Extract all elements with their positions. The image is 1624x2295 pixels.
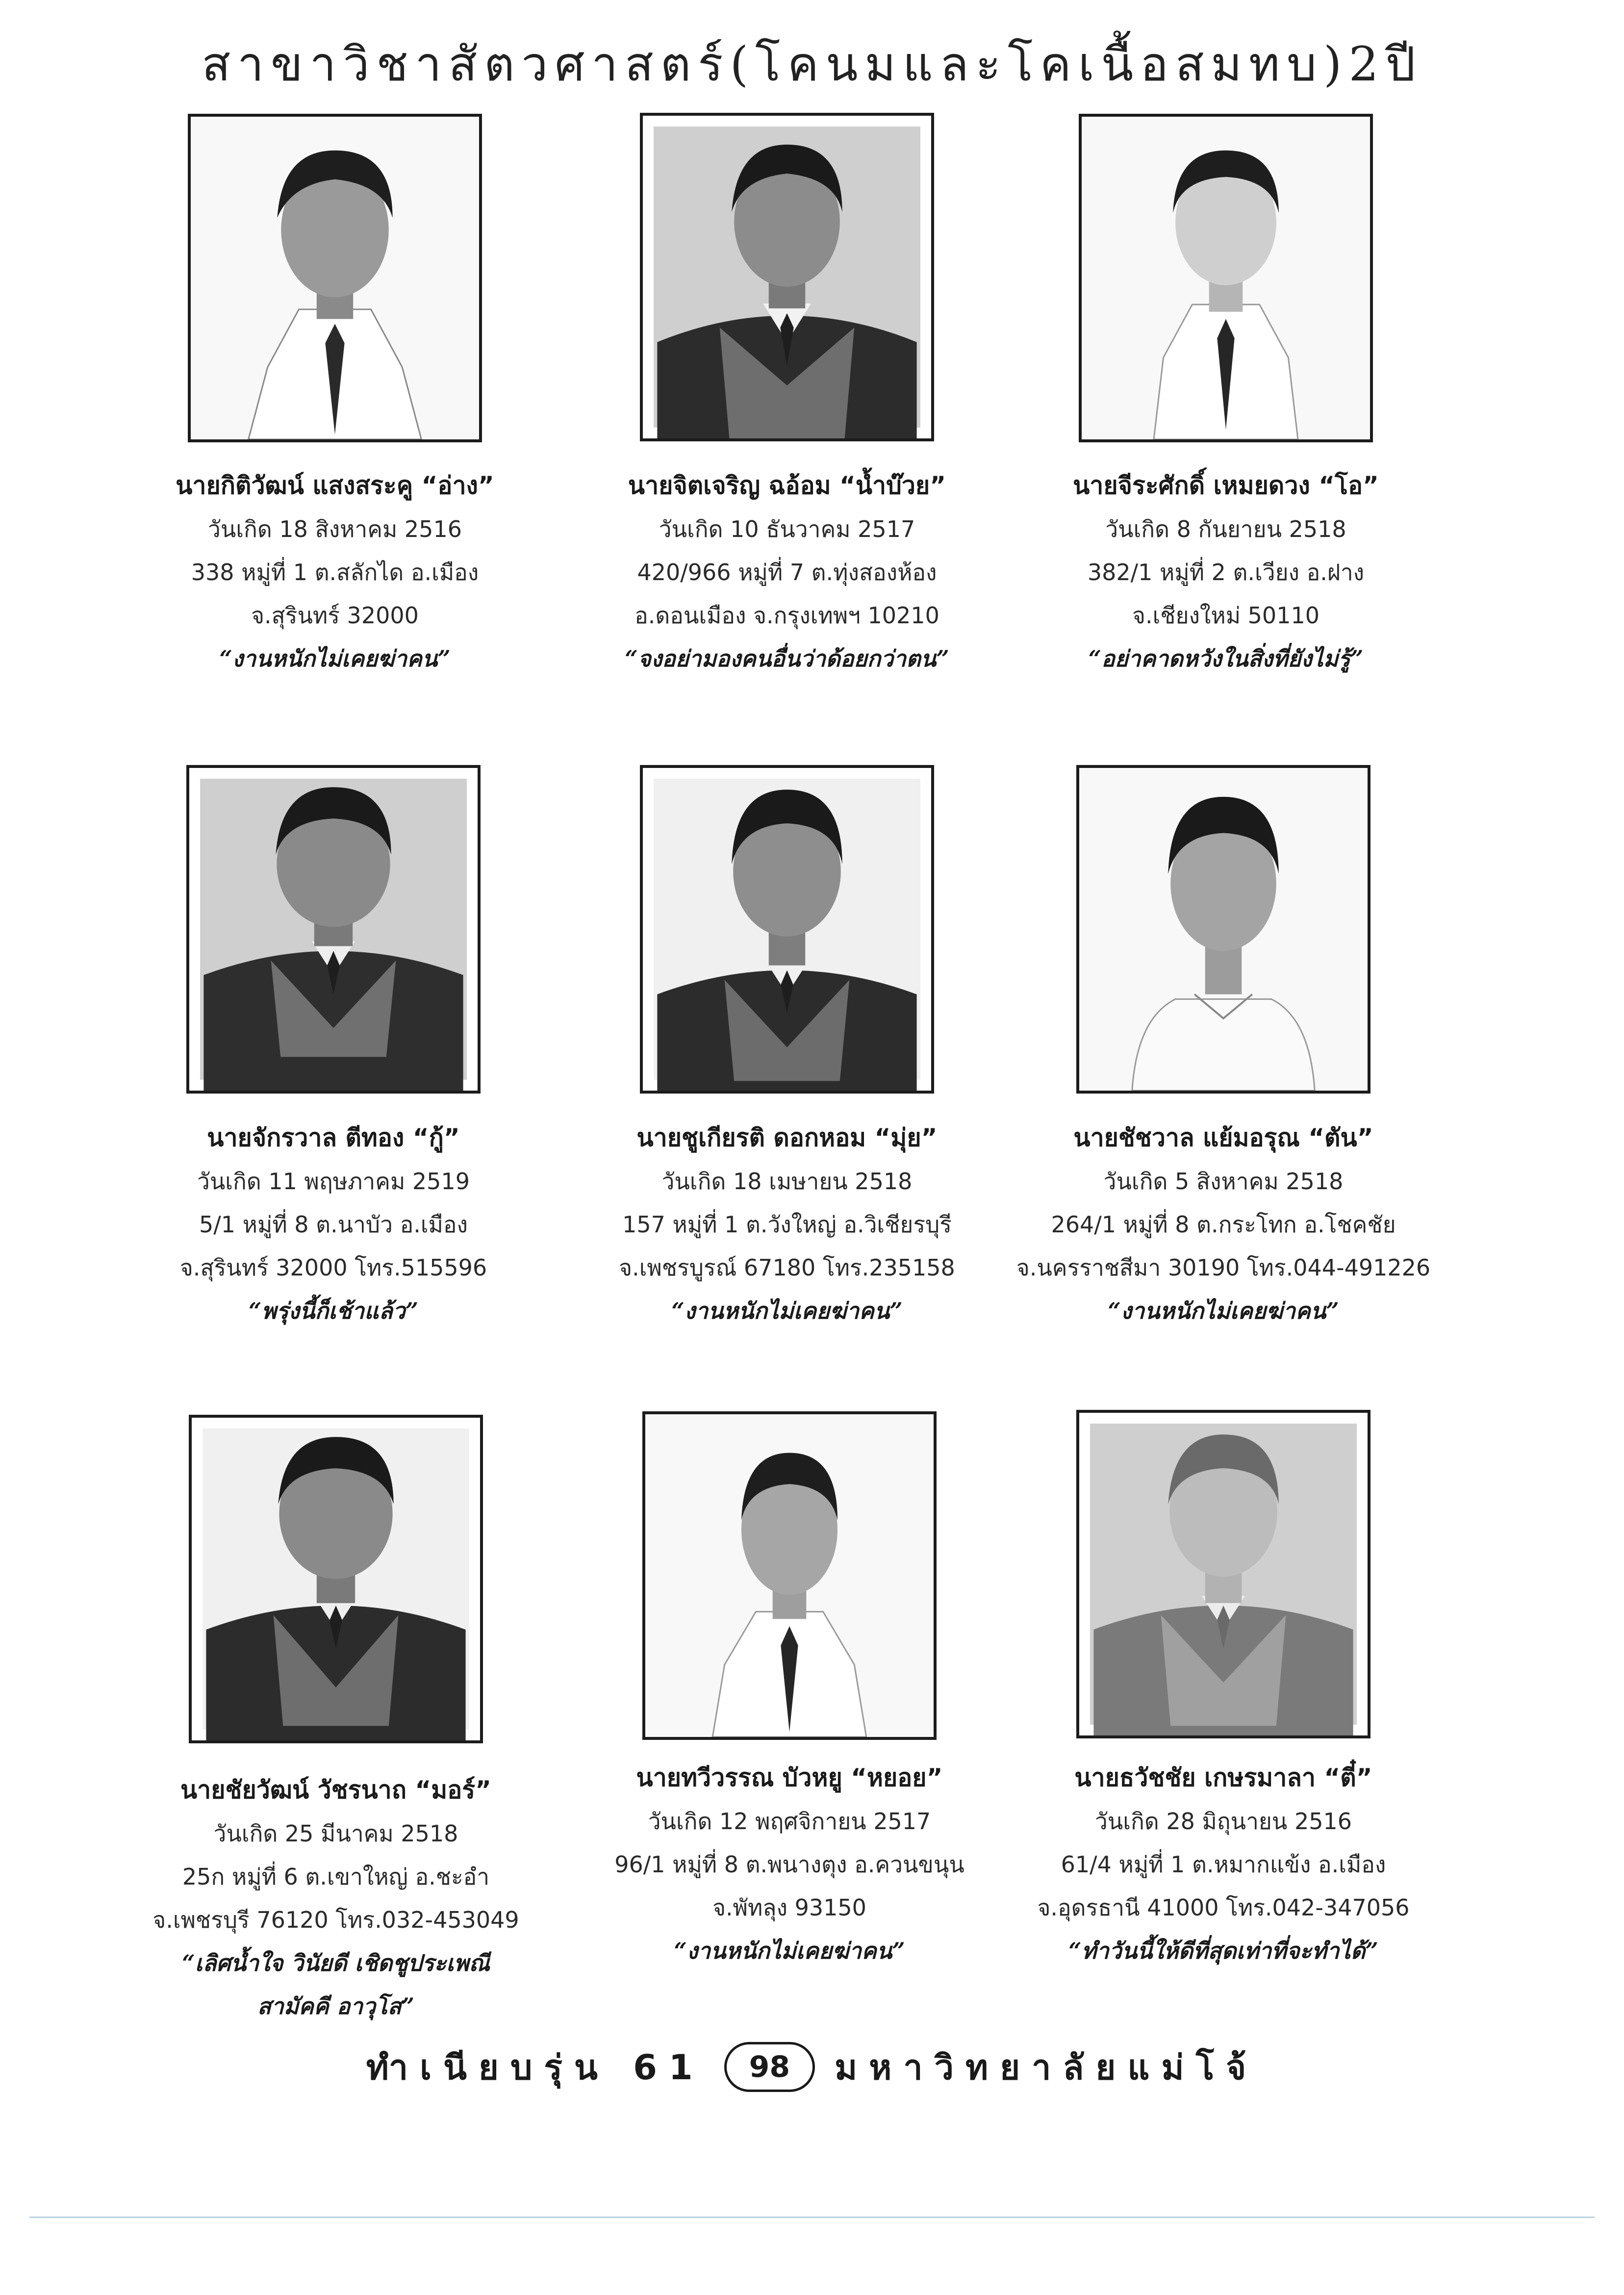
portrait-image [1082,117,1370,439]
motto: “เลิศน้ำใจ วินัยดี เชิดชูประเพณี [182,1950,490,1976]
student-name: นายกิติวัฒน์ แสงสระคู “อ่าง” [176,471,494,500]
address-line-1: 96/1 หมู่ที่ 8 ต.พนางตุง อ.ควนขนุน [614,1851,964,1878]
student-photo-7 [189,1415,483,1743]
student-photo-4 [186,765,481,1094]
birth-date: วันเกิด 28 มิถุนายน 2516 [1094,1808,1352,1835]
address-line-2: จ.สุรินทร์ 32000 โทร.515596 [179,1254,487,1281]
address-line-1: 264/1 หมู่ที่ 8 ต.กระโทก อ.โชคชัย [1051,1211,1396,1238]
birth-date: วันเกิด 10 ธันวาคม 2517 [659,516,915,542]
portrait-image [645,1414,934,1737]
address-line-2: จ.อุดรธานี 41000 โทร.042-347056 [1037,1894,1410,1921]
address-line-1: 25ก หมู่ที่ 6 ต.เขาใหญ่ อ.ชะอำ [182,1863,490,1890]
page-number: 98 [724,2042,815,2092]
address-line-1: 157 หมู่ที่ 1 ต.วังใหญ่ อ.วิเชียรบุรี [622,1211,952,1238]
address-line-2: จ.สุรินทร์ 32000 [251,602,419,629]
student-card-7 [115,1768,557,2028]
portrait-image [189,768,478,1091]
student-card-8 [569,1756,1010,1972]
birth-date: วันเกิด 25 มีนาคม 2518 [213,1820,458,1847]
student-card-5 [566,1116,1008,1332]
address-line-1: 420/966 หมู่ที่ 7 ต.ทุ่งสองห้อง [637,559,937,586]
portrait-image [192,1418,480,1740]
student-name: นายชัชวาล แย้มอรุณ “ตัน” [1073,1123,1373,1152]
address-line-2: จ.นครราชสีมา 30190 โทร.044-491226 [1016,1254,1431,1281]
motto: “งานหนักไม่เคยฆ่าคน” [671,1298,903,1324]
birth-date: วันเกิด 11 พฤษภาคม 2519 [197,1168,470,1195]
motto: “พรุ่งนี้ก็เช้าแล้ว” [248,1298,419,1324]
student-name: นายชูเกียรติ ดอกหอม “มุ่ย” [636,1123,938,1152]
student-photo-1 [188,114,482,442]
address-line-1: 61/4 หมู่ที่ 1 ต.หมากแข้ง อ.เมือง [1061,1851,1386,1878]
footer-yearbook-title: ทำเนียบรุ่น 61 [366,2047,705,2088]
address-line-1: 338 หมู่ที่ 1 ต.สลักได อ.เมือง [191,559,479,586]
motto: “ทำวันนี้ให้ดีที่สุดเท่าที่จะทำได้” [1068,1938,1378,1964]
address-line-2: จ.พัทลุง 93150 [712,1894,866,1921]
page-title: สาขาวิชาสัตวศาสตร์(โคนมและโคเนื้อสมทบ)2ปี [202,37,1422,92]
birth-date: วันเกิด 12 พฤศจิกายน 2517 [648,1808,931,1835]
portrait-image [643,116,931,438]
address-line-1: 5/1 หมู่ที่ 8 ต.นาบัว อ.เมือง [199,1211,468,1238]
address-line-1: 382/1 หมู่ที่ 2 ต.เวียง อ.ฝาง [1087,559,1365,586]
birth-date: วันเกิด 8 กันยายน 2518 [1105,516,1346,542]
student-name: นายธวัชชัย เกษรมาลา “ตี๋” [1074,1763,1372,1792]
student-photo-2 [640,113,934,441]
student-card-2 [566,463,1008,680]
student-card-1 [114,463,556,680]
student-photo-8 [642,1411,937,1740]
student-card-4 [113,1116,554,1332]
birth-date: วันเกิด 18 เมษายน 2518 [661,1168,913,1195]
address-line-2: อ.ดอนเมือง จ.กรุงเทพฯ 10210 [634,602,939,629]
footer-university-name: มหาวิทยาลัยแม่โจ้ [835,2047,1258,2088]
student-card-3 [1005,463,1446,680]
address-line-2: จ.เพชรบูรณ์ 67180 โทร.235158 [619,1254,955,1281]
student-card-6 [1003,1116,1444,1332]
portrait-image [1079,768,1368,1091]
student-photo-3 [1079,114,1373,442]
address-line-2: จ.เชียงใหม่ 50110 [1132,602,1320,629]
portrait-image [191,117,479,439]
student-name: นายจีระศักดิ์ เหมยดวง “โอ” [1073,471,1379,500]
motto: “งานหนักไม่เคยฆ่าคน” [674,1938,905,1964]
page-footer [0,2035,1624,2099]
student-card-9 [1003,1756,1444,1972]
student-name: นายทวีวรรณ บัวหยู “หยอย” [636,1763,943,1792]
portrait-image [1079,1413,1368,1735]
motto: “จงอย่ามองคนอื่นว่าด้อยกว่าตน” [625,645,949,672]
birth-date: วันเกิด 18 สิงหาคม 2516 [208,516,462,542]
motto-line-2: สามัคคี อาวุโส” [257,1993,415,2019]
student-photo-5 [640,765,934,1094]
portrait-image [643,768,931,1091]
birth-date: วันเกิด 5 สิงหาคม 2518 [1103,1168,1344,1195]
student-photo-6 [1076,765,1370,1094]
student-name: นายจิตเจริญ ฉอ้อม “น้ำบ๊วย” [628,471,946,500]
student-photo-9 [1076,1410,1370,1738]
student-name: นายจักรวาล ตีทอง “กู้” [207,1123,460,1152]
student-name: นายชัยวัฒน์ วัชรนาถ “มอร์” [180,1776,491,1804]
motto: “งานหนักไม่เคยฆ่าคน” [219,645,451,672]
motto: “งานหนักไม่เคยฆ่าคน” [1108,1298,1339,1324]
address-line-2: จ.เพชรบุรี 76120 โทร.032-453049 [152,1907,519,1933]
bottom-rule [29,2217,1595,2218]
motto: “อย่าคาดหวังในสิ่งที่ยังไม่รู้” [1088,645,1364,672]
